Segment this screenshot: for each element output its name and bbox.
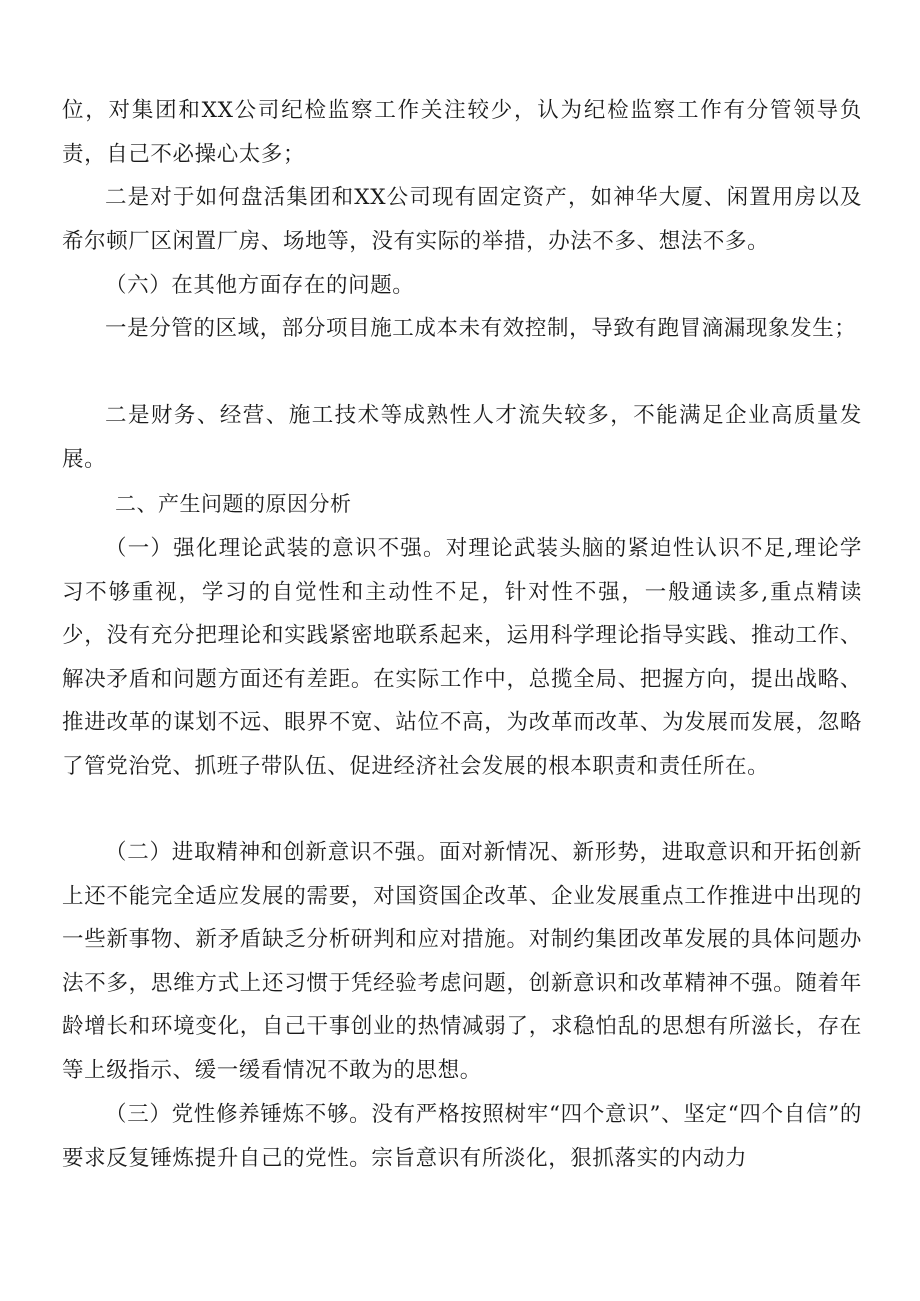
section-heading-cause-analysis: 二、产生问题的原因分析 [115, 492, 352, 516]
paragraph-innovation: （二）进取精神和创新意识不强。面对新情况、新形势，进取意识和开拓创新上还不能完全适应发展的需要，对国资国企改革、企业发展重点工作推进中出现的一些新事物、新矛盾缺乏分析研判和应对措施。对制约集团改革发展的具体问题办法不多，思维方式上还习惯于凭经验考虑问题，创新意识和改革精神不强。随着年龄增长和环境变化，自己干事创业的热情减弱了，求稳怕乱的思想有所滋长，存在等上级指示、缓一缓看情况不敢为的思想。 [62, 840, 862, 1083]
paragraph-continuation: 位，对集团和XX公司纪检监察工作关注较少，认为纪检监察工作有分管领导负责，自己不必操心太多； [62, 98, 862, 167]
paragraph-fixed-assets: 二是对于如何盘活集团和XX公司现有固定资产，如神华大厦、闲置用房以及希尔顿厂区闲置厂房、场地等，没有实际的举措，办法不多、想法不多。 [62, 185, 862, 254]
paragraph-theory-study: （一）强化理论武装的意识不强。对理论武装头脑的紧迫性认识不足,理论学习不够重视，学习的自觉性和主动性不足，针对性不强，一般通读多,重点精读少，没有充分把理论和实践紧密地联系起来，运用科学理论指导实践、推动工作、解决矛盾和问题方面还有差距。在实际工作中，总揽全局、把握方向，提出战略、推进改革的谋划不远、眼界不宽、站位不高，为改革而改革、为发展而发展，忽略了管党治党、抓班子带队伍、促进经济社会发展的根本职责和责任所在。 [62, 536, 862, 779]
paragraph-cost-control: 一是分管的区域，部分项目施工成本未有效控制，导致有跑冒滴漏现象发生； [105, 316, 857, 341]
subheading-other-issues: （六）在其他方面存在的问题。 [105, 273, 415, 298]
paragraph-talent-loss: 二是财务、经营、施工技术等成熟性人才流失较多，不能满足企业高质量发展。 [62, 403, 862, 472]
paragraph-party-spirit: （三）党性修养锤炼不够。没有严格按照树牢“四个意识”、坚定“四个自信”的要求反复锤炼提升自己的党性。宗旨意识有所淡化，狠抓落实的内动力 [62, 1102, 862, 1171]
